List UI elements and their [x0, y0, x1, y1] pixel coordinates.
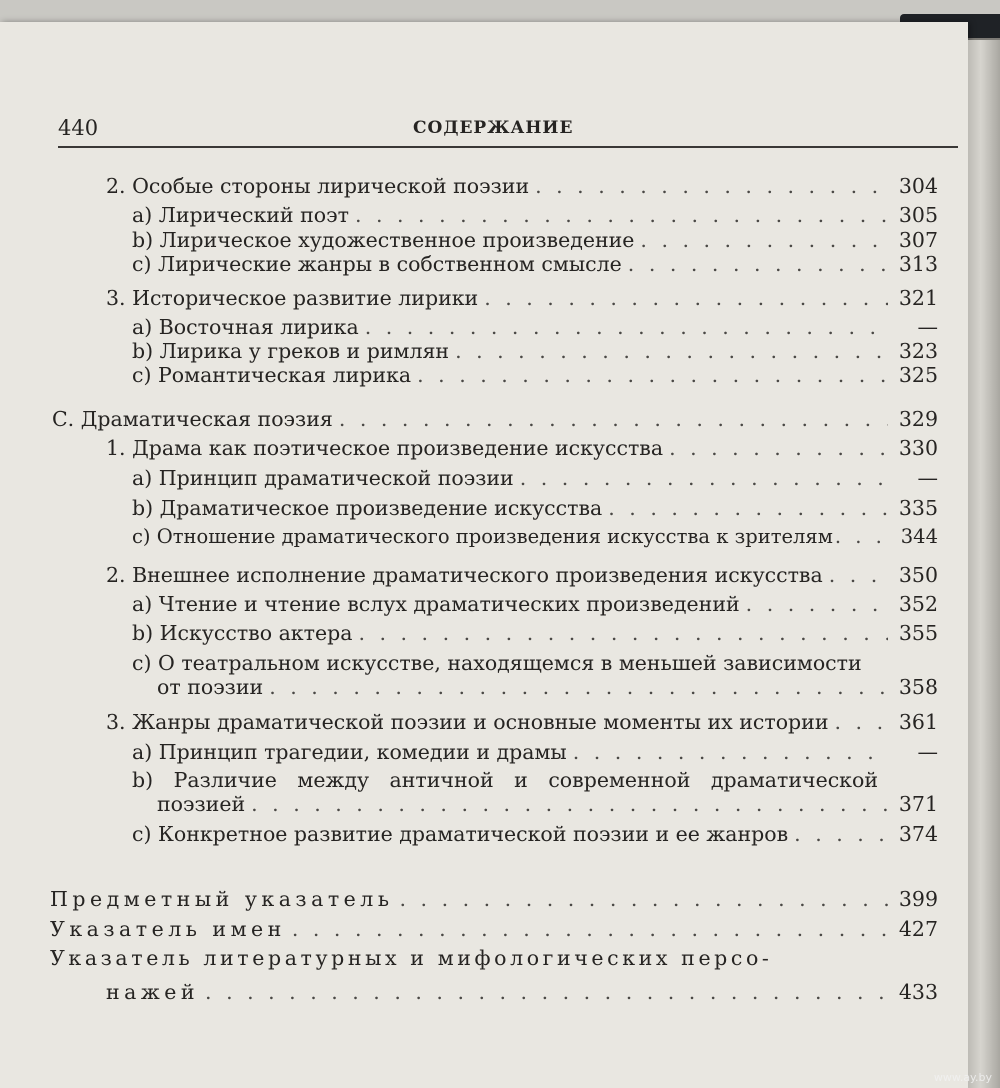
dot-leader — [520, 466, 888, 490]
toc-entry-page: 335 — [898, 496, 938, 520]
toc-entry — [132, 315, 938, 339]
toc-entry-title: b) Лирика у греков и римлян — [132, 339, 450, 363]
toc-entry — [132, 252, 938, 276]
dot-leader — [669, 436, 888, 460]
toc-entry-page: 361 — [898, 710, 938, 734]
toc-entry — [132, 592, 938, 616]
toc-entry-page: — — [917, 740, 938, 764]
dot-leader — [355, 203, 888, 227]
toc-entry-title: b) Различие между античной и современной драматической — [132, 768, 878, 792]
toc-entry-title: c) Лирические жанры в собственном смысле — [132, 252, 622, 276]
dot-leader — [292, 917, 888, 941]
toc-entry — [157, 792, 938, 816]
toc-entry-page: 307 — [898, 228, 938, 252]
toc-entry-title: 2. Особые стороны лирической поэзии — [106, 174, 530, 198]
dot-leader — [484, 286, 888, 310]
toc-entry — [132, 203, 938, 227]
toc-entry — [132, 496, 938, 520]
toc-entry — [106, 436, 938, 460]
toc-entry — [106, 174, 938, 198]
page-edges — [968, 40, 1000, 1088]
dot-leader — [365, 315, 888, 339]
toc-entry-title: b) Драматическое произведение искусства — [132, 496, 603, 520]
toc-entry — [132, 621, 938, 645]
toc-entry — [132, 740, 938, 764]
dot-leader — [628, 252, 888, 276]
toc-entry — [106, 710, 938, 734]
toc-entry-title: b) Искусство актера — [132, 621, 353, 645]
dot-leader — [269, 675, 888, 699]
toc-entry — [132, 822, 938, 846]
toc-entry-page: 433 — [898, 980, 938, 1004]
toc-entry-title: b) Лирическое художественное произведение — [132, 228, 635, 252]
dot-leader — [640, 228, 888, 252]
toc-entry-page: 323 — [898, 339, 938, 363]
toc-entry-page: 305 — [898, 203, 938, 227]
watermark: www.ay.by — [933, 1071, 992, 1084]
dot-leader — [339, 407, 888, 431]
toc-entry-page: 321 — [898, 286, 938, 310]
toc-entry-continuation: от поэзии — [157, 675, 264, 699]
dot-leader — [251, 792, 888, 816]
dot-leader — [829, 563, 888, 587]
toc-entry-page: 344 — [900, 525, 938, 548]
toc-entry — [132, 363, 938, 387]
toc-entry-page: 427 — [898, 917, 938, 941]
toc-entry — [106, 286, 938, 310]
toc-entry-page: 350 — [898, 563, 938, 587]
dot-leader — [205, 980, 888, 1004]
toc-entry-page: 358 — [898, 675, 938, 699]
toc-entry-title: a) Принцип трагедии, комедии и драмы — [132, 740, 567, 764]
toc-entry — [132, 466, 938, 490]
toc-entry-page: 330 — [898, 436, 938, 460]
toc-entry-title: a) Чтение и чтение вслух драматических произведений — [132, 592, 740, 616]
toc-entry-title: a) Лирический поэт — [132, 203, 349, 227]
toc-entry-title: c) О театральном искусстве, находящемся в меньшей зависимости — [132, 651, 862, 675]
toc-entry-page: 304 — [898, 174, 938, 198]
toc-entry-title: c) Конкретное развитие драматической поэзии и ее жанров — [132, 822, 789, 846]
toc-entry-continuation: поэзией — [157, 792, 246, 816]
dot-leader — [358, 621, 888, 645]
toc-entry-page: 329 — [898, 407, 938, 431]
toc-entry — [50, 917, 938, 941]
dot-leader — [608, 496, 888, 520]
toc-entry-page: — — [917, 466, 938, 490]
toc-entry — [50, 887, 938, 911]
dot-leader — [573, 740, 888, 764]
toc-entry — [132, 525, 938, 549]
dot-leader — [835, 710, 889, 734]
toc-entry-title: Предметный указатель — [50, 887, 394, 911]
toc-entry-title: c) Отношение драматического произведения искусства к зрителям — [132, 525, 833, 548]
dot-leader — [835, 525, 896, 549]
dot-leader — [746, 592, 888, 616]
toc-entry-title: 2. Внешнее исполнение драматического произведения искусства — [106, 563, 823, 587]
toc-entry-page: 313 — [898, 252, 938, 276]
toc-entry — [106, 563, 938, 587]
toc-entry-title: Указатель литературных и мифологических персо- — [50, 946, 773, 970]
toc-entry — [132, 228, 938, 252]
toc-entry-page: 371 — [898, 792, 938, 816]
toc-entry-title: Указатель имен — [50, 917, 286, 941]
toc-entry-title: 1. Драма как поэтическое произведение искусства — [106, 436, 664, 460]
dot-leader — [794, 822, 888, 846]
toc-entry — [157, 675, 938, 699]
dot-leader — [417, 363, 888, 387]
toc-entry — [106, 980, 938, 1004]
toc-entry-page: 355 — [898, 621, 938, 645]
toc-entry-page: 374 — [898, 822, 938, 846]
toc-entry-title: 3. Жанры драматической поэзии и основные моменты их истории — [106, 710, 829, 734]
toc-entry-page: 325 — [898, 363, 938, 387]
page-number: 440 — [58, 116, 99, 140]
toc-entry-page: — — [917, 315, 938, 339]
dot-leader — [455, 339, 888, 363]
toc-entry-title: c) Романтическая лирика — [132, 363, 412, 387]
toc-entry-continuation: нажей — [106, 980, 200, 1004]
toc-entry-page: 399 — [898, 887, 938, 911]
toc-entry-title: С. Драматическая поэзия — [52, 407, 333, 431]
toc-entry-title: a) Восточная лирика — [132, 315, 359, 339]
toc-entry-title: a) Принцип драматической поэзии — [132, 466, 514, 490]
dot-leader — [400, 887, 889, 911]
toc-entry-page: 352 — [898, 592, 938, 616]
dot-leader — [535, 174, 888, 198]
toc-entry-title: 3. Историческое развитие лирики — [106, 286, 479, 310]
running-head: СОДЕРЖАНИЕ — [413, 118, 574, 138]
toc-entry — [132, 339, 938, 363]
toc-entry — [52, 407, 938, 431]
